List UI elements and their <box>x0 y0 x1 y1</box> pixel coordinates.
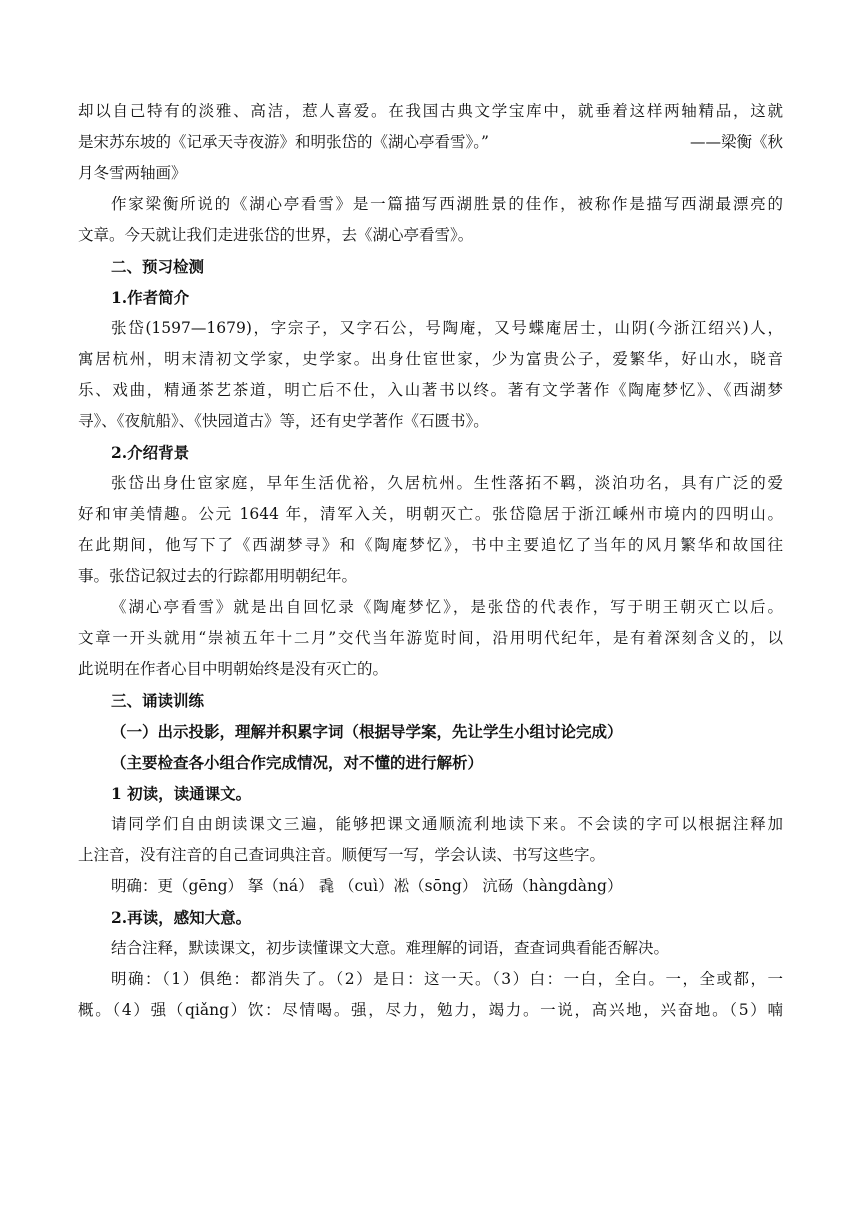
line-text: 是宋苏东坡的《记承天寺夜游》和明张岱的《湖心亭看雪》。” <box>78 133 489 151</box>
attribution: ——梁衡《秋 <box>689 133 783 151</box>
section-heading: 二、预习检测 <box>111 257 205 276</box>
subsection-heading: 1.作者简介 <box>111 288 190 307</box>
answer-line: 明确：更（gēng） 拏（ná） 毳 （cuì）凇（sōng） 沆砀（hàngdàng） <box>111 877 623 895</box>
subsection-heading: 2.介绍背景 <box>111 443 190 462</box>
subsection-heading: （主要检查各小组合作完成情况，对不懂的进行解析） <box>111 753 484 772</box>
paragraph-start: 结合注释，默读课文，初步读懂课文大意。难理解的词语，查查词典看能否解决。 <box>111 939 670 957</box>
text-line: 此说明在作者心目中明朝始终是没有灭亡的。 <box>78 660 389 678</box>
text-line: 事。张岱记叙过去的行踪都用明朝纪年。 <box>78 567 358 585</box>
subsection-heading: 2.再读，感知大意。 <box>111 908 252 927</box>
section-heading: 三、诵读训练 <box>111 691 205 710</box>
text-line: 却以自己特有的淡雅、高洁，惹人喜爱。在我国古典文学宝库中，就垂着这样两轴精品，这就 <box>78 102 783 120</box>
paragraph-start: 作家梁衡所说的《湖心亭看雪》是一篇描写西湖胜景的佳作，被称作是描写西湖最漂亮的 <box>111 195 783 213</box>
text-line <box>78 127 783 158</box>
text-line: 文章一开头就用“崇祯五年十二月”交代当年游览时间，沿用明代纪年，是有着深刻含义的，以 <box>78 629 783 647</box>
paragraph-start: 请同学们自由朗读课文三遍，能够把课文通顺流利地读下来。不会读的字可以根据注释加 <box>111 815 783 833</box>
text-line: 在此期间，他写下了《西湖梦寻》和《陶庵梦忆》，书中主要追忆了当年的风月繁华和故国往 <box>78 536 783 554</box>
text-line: 月冬雪两轴画》 <box>78 164 187 182</box>
text-line: 乐、戏曲，精通茶艺茶道，明亡后不仕，入山著书以终。著有文学著作《陶庵梦忆》、《西湖梦 <box>78 381 783 399</box>
paragraph-start: 张岱出身仕宦家庭，早年生活优裕，久居杭州。生性落拓不羁，淡泊功名，具有广泛的爱 <box>111 474 783 492</box>
paragraph-start: 张岱(1597—1679)，字宗子，又字石公，号陶庵，又号蝶庵居士，山阴(今浙江绍兴)人， <box>111 319 783 337</box>
text-line: 好和审美情趣。公元 1644 年，清军入关，明朝灭亡。张岱隐居于浙江嵊州市境内的四明山。 <box>78 505 783 523</box>
answer-line: 明确：（1）俱绝：都消失了。（2）是日：这一天。（3）白：一白，全白。一，全或都，一 <box>111 970 783 988</box>
text-line: 寓居杭州，明末清初文学家，史学家。出身仕宦世家，少为富贵公子，爱繁华，好山水，晓音 <box>78 350 783 368</box>
text-line: 寻》、《夜航船》、《快园道古》等，还有史学著作《石匮书》。 <box>78 412 489 430</box>
paragraph-start: 《湖心亭看雪》就是出自回忆录《陶庵梦忆》，是张岱的代表作，写于明王朝灭亡以后。 <box>111 598 783 616</box>
document-page <box>78 96 783 1026</box>
text-line: 上注音，没有注音的自己查词典注音。顺便写一写，学会认读、书写这些字。 <box>78 846 606 864</box>
subsection-heading: 1 初读，读通课文。 <box>111 784 252 803</box>
text-line: 文章。今天就让我们走进张岱的世界，去《湖心亭看雪》。 <box>78 226 474 244</box>
text-line: 概。（4）强（qiǎng）饮：尽情喝。强，尽力，勉力，竭力。一说，高兴地，兴奋地。（5）喃 <box>78 1001 783 1019</box>
subsection-heading: （一）出示投影，理解并积累字词（根据导学案，先让学生小组讨论完成） <box>111 722 623 741</box>
